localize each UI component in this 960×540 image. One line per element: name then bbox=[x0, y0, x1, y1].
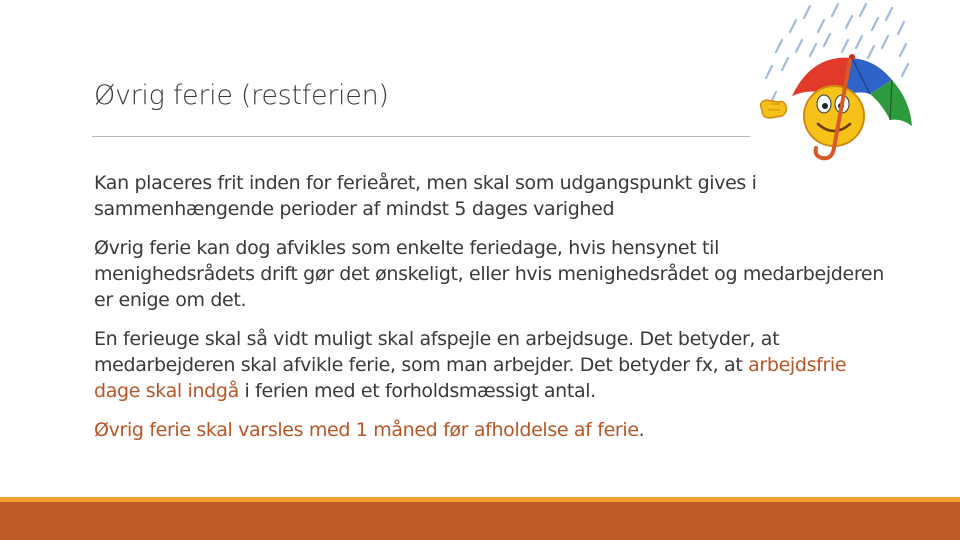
bullet-paragraph bbox=[94, 417, 884, 443]
text-run: . bbox=[638, 419, 645, 441]
text-run: Øvrig ferie kan dog afvikles som enkelte feriedage, hvis hensynet til menighedsrådets drift gør det ønskeligt, eller hvis menighedsrådet og medarbejderen er enige om det. bbox=[94, 237, 884, 311]
highlighted-text-run: arbejdsfrie dage skal indgå bbox=[94, 354, 847, 402]
text-run: Kan placeres frit inden for ferieåret, men skal som udgangspunkt gives i sammenhængende perioder af mindst 5 dages varighed bbox=[94, 172, 757, 220]
title-divider bbox=[92, 136, 750, 137]
highlighted-text-run: Øvrig ferie skal varsles med 1 måned før afholdelse af ferie bbox=[94, 419, 639, 441]
text-run: En ferieuge skal så vidt muligt skal afspejle en arbejdsuge. Det betyder, at medarbejderen skal afvikle ferie, som man arbejder. Det betyder fx, at bbox=[94, 328, 780, 376]
smiley-umbrella-rain-icon bbox=[752, 0, 917, 165]
bullet-paragraph bbox=[94, 326, 884, 404]
bullet-paragraph bbox=[94, 235, 884, 313]
text-run: i ferien med et forholdsmæssigt antal. bbox=[238, 380, 596, 402]
slide-title: Øvrig ferie (restferien) bbox=[94, 80, 389, 111]
waving-hand bbox=[761, 100, 787, 118]
footer-bar bbox=[0, 502, 960, 540]
bullet-paragraph bbox=[94, 170, 884, 222]
slide-body bbox=[94, 170, 884, 456]
